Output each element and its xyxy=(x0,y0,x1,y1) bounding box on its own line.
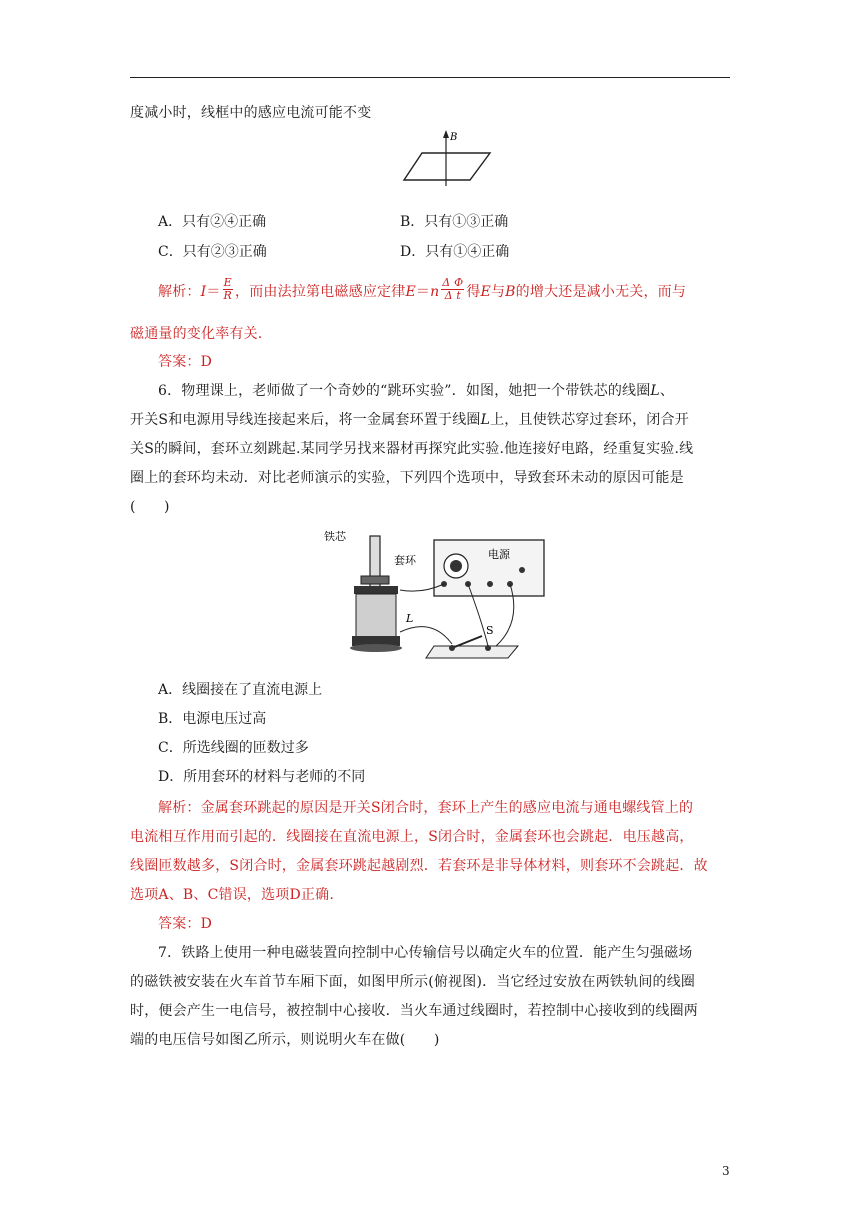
q6-option-c: C．所选线圈的匝数过多 xyxy=(158,740,309,756)
q5-option-b: B．只有①③正确 xyxy=(400,214,509,230)
q5-continuation: 度减小时，线框中的感应电流可能不变 xyxy=(130,105,372,121)
q5-option-a: A．只有②④正确 xyxy=(158,214,267,230)
q7-line4: 端的电压信号如图乙所示，则说明火车在做( ) xyxy=(130,1032,440,1048)
header-rule xyxy=(130,77,730,78)
q7-line2: 的磁铁被安装在火车首节车厢下面，如图甲所示(俯视图)．当它经过安放在两铁轨间的线圈 xyxy=(130,974,696,990)
q7-line3: 时，便会产生一电信号，被控制中心接收．当火车通过线圈时，若控制中心接收到的线圈两 xyxy=(130,1003,698,1019)
label-power: 电源 xyxy=(488,548,510,561)
q5-option-c: C．只有②③正确 xyxy=(158,244,267,260)
q6-answer: 答案：D xyxy=(158,916,213,932)
q6-line5: ( ) xyxy=(130,499,170,515)
q6-solution-line4: 选项A、B、C错误，选项D正确. xyxy=(130,887,334,903)
q6-solution-line3: 线圈匝数越多，S闭合时，金属套环跳起越剧烈．若套环是非导体材料，则套环不会跳起．故 xyxy=(130,858,708,874)
page-number: 3 xyxy=(722,1164,730,1178)
field-label-b: B xyxy=(450,132,458,143)
q6-line1: 6．物理课上，老师做了一个奇妙的“跳环实验”．如图，她把一个带铁芯的线圈L、 xyxy=(158,383,675,399)
q6-figure-jumping-ring xyxy=(322,522,550,662)
q6-option-b: B．电源电压过高 xyxy=(158,711,267,727)
label-core: 铁芯 xyxy=(324,530,346,543)
q7-line1: 7．铁路上使用一种电磁装置向控制中心传输信号以确定火车的位置．能产生匀强磁场 xyxy=(158,945,693,961)
label-coil: L xyxy=(406,612,414,625)
q6-solution-line1: 解析：金属套环跳起的原因是开关S闭合时，套环上产生的感应电流与通电螺线管上的 xyxy=(158,800,694,816)
switch-base xyxy=(426,646,518,658)
label-ring: 套环 xyxy=(394,554,416,567)
q5-figure-loop xyxy=(400,128,492,188)
q5-option-d: D．只有①④正确 xyxy=(400,244,510,260)
q6-solution-line2: 电流相互作用而引起的．线圈接在直流电源上，S闭合时，金属套环也会跳起．电压越高， xyxy=(130,829,694,845)
q5-solution-line2: 磁通量的变化率有关. xyxy=(130,326,263,342)
q6-option-d: D．所用套环的材料与老师的不同 xyxy=(158,769,366,785)
coil xyxy=(356,594,396,638)
q6-line4: 圈上的套环均未动．对比老师演示的实验，下列四个选项中，导致套环未动的原因可能是 xyxy=(130,470,684,486)
q6-option-a: A．线圈接在了直流电源上 xyxy=(158,682,323,698)
q5-answer: 答案：D xyxy=(158,354,213,370)
label-switch: S xyxy=(486,624,494,637)
q6-line2: 开关S和电源用导线连接起来后，将一金属套环置于线圈L上，且使铁芯穿过套环，闭合开 xyxy=(130,412,689,428)
q5-solution-line1: 解析：I＝ $\frac{E}{R}$ ，而由法拉第电磁感应定律E＝n $\frac{\text{Δ Φ}}{\text{Δ t}}$ 得E与B的增大还是减小无关，而与 xyxy=(158,275,687,302)
q6-line3: 关S的瞬间，套环立刻跳起.某同学另找来器材再探究此实验.他连接好电路，经重复实验.线 xyxy=(130,441,694,457)
